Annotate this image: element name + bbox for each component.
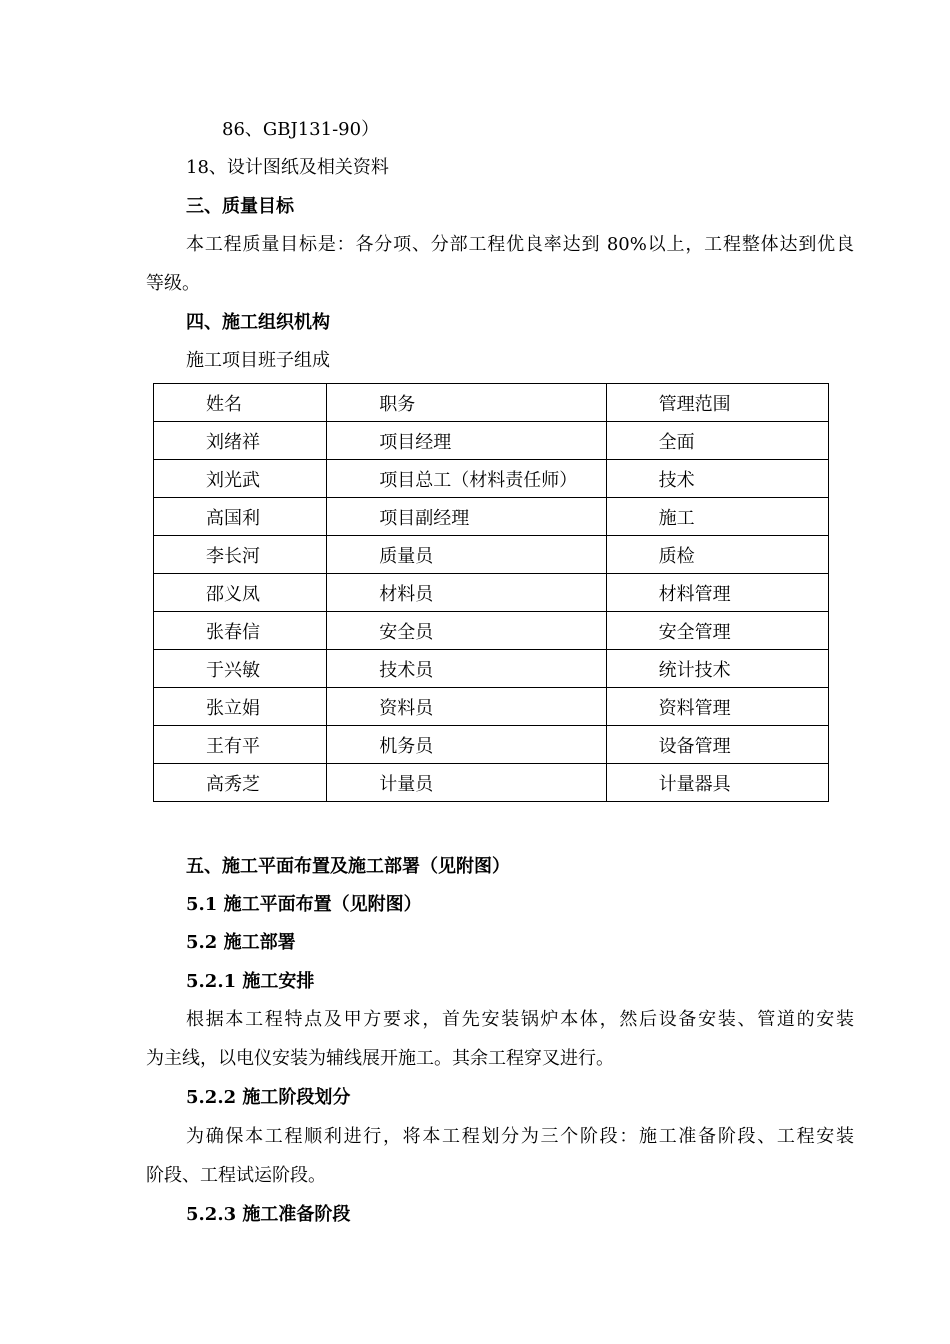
cell-scope: 质检 bbox=[606, 536, 828, 574]
cell-position: 项目副经理 bbox=[327, 498, 606, 536]
reference-continuation: 86、GBJ131-90） bbox=[222, 119, 380, 140]
cell-position: 材料员 bbox=[327, 574, 606, 612]
section-heading-quality: 三、质量目标 bbox=[186, 196, 294, 217]
cell-scope: 资料管理 bbox=[606, 688, 828, 726]
team-caption: 施工项目班子组成 bbox=[186, 350, 330, 371]
header-name: 姓名 bbox=[154, 384, 327, 422]
table-row bbox=[154, 422, 829, 460]
cell-name: 李长河 bbox=[154, 536, 327, 574]
subheading-5-2-1: 5.2.1 施工安排 bbox=[186, 971, 315, 992]
paragraph-line: 为确保本工程顺利进行，将本工程划分为三个阶段：施工准备阶段、工程安装 bbox=[186, 1126, 854, 1147]
cell-scope: 统计技术 bbox=[606, 650, 828, 688]
stage-paragraph bbox=[146, 1126, 854, 1187]
cell-name: 高秀芝 bbox=[154, 764, 327, 802]
cell-position: 项目经理 bbox=[327, 422, 606, 460]
table-row bbox=[154, 574, 829, 612]
table-row bbox=[154, 612, 829, 650]
cell-position: 质量员 bbox=[327, 536, 606, 574]
cell-scope: 技术 bbox=[606, 460, 828, 498]
cell-scope: 安全管理 bbox=[606, 612, 828, 650]
cell-name: 王有平 bbox=[154, 726, 327, 764]
paragraph-line: 本工程质量目标是：各分项、分部工程优良率达到 80%以上，工程整体达到优良 bbox=[186, 234, 854, 255]
cell-scope: 施工 bbox=[606, 498, 828, 536]
cell-position: 项目总工（材料责任师） bbox=[327, 460, 606, 498]
section-heading-organization: 四、施工组织机构 bbox=[186, 312, 330, 333]
cell-name: 于兴敏 bbox=[154, 650, 327, 688]
paragraph-line: 阶段、工程试运阶段。 bbox=[146, 1165, 326, 1186]
reference-item-18: 18、设计图纸及相关资料 bbox=[186, 157, 389, 178]
cell-name: 张立娟 bbox=[154, 688, 327, 726]
team-table bbox=[153, 383, 829, 802]
paragraph-line: 为主线，以电仪安装为辅线展开施工。其余工程穿叉进行。 bbox=[146, 1048, 614, 1069]
table-row bbox=[154, 650, 829, 688]
table-row bbox=[154, 498, 829, 536]
cell-scope: 全面 bbox=[606, 422, 828, 460]
cell-scope: 计量器具 bbox=[606, 764, 828, 802]
cell-position: 技术员 bbox=[327, 650, 606, 688]
cell-scope: 材料管理 bbox=[606, 574, 828, 612]
cell-position: 计量员 bbox=[327, 764, 606, 802]
subheading-5-2-3: 5.2.3 施工准备阶段 bbox=[186, 1204, 351, 1225]
arrangement-paragraph bbox=[146, 1009, 854, 1070]
cell-name: 张春信 bbox=[154, 612, 327, 650]
table-row bbox=[154, 726, 829, 764]
table-row bbox=[154, 536, 829, 574]
section-heading-layout: 五、施工平面布置及施工部署（见附图） bbox=[186, 856, 510, 877]
cell-name: 刘光武 bbox=[154, 460, 327, 498]
cell-name: 高国利 bbox=[154, 498, 327, 536]
cell-scope: 设备管理 bbox=[606, 726, 828, 764]
table-row bbox=[154, 688, 829, 726]
header-position: 职务 bbox=[327, 384, 606, 422]
subheading-5-2-2: 5.2.2 施工阶段划分 bbox=[186, 1087, 351, 1108]
header-scope: 管理范围 bbox=[606, 384, 828, 422]
cell-name: 刘绪祥 bbox=[154, 422, 327, 460]
table-row bbox=[154, 764, 829, 802]
subheading-5-1: 5.1 施工平面布置（见附图） bbox=[186, 894, 422, 915]
paragraph-line: 等级。 bbox=[146, 273, 200, 294]
cell-position: 资料员 bbox=[327, 688, 606, 726]
subheading-5-2: 5.2 施工部署 bbox=[186, 932, 296, 953]
cell-name: 邵义凤 bbox=[154, 574, 327, 612]
cell-position: 机务员 bbox=[327, 726, 606, 764]
paragraph-line: 根据本工程特点及甲方要求，首先安装锅炉本体，然后设备安装、管道的安装 bbox=[186, 1009, 854, 1030]
table-header-row bbox=[154, 384, 829, 422]
quality-paragraph bbox=[146, 234, 854, 295]
cell-position: 安全员 bbox=[327, 612, 606, 650]
table-row bbox=[154, 460, 829, 498]
